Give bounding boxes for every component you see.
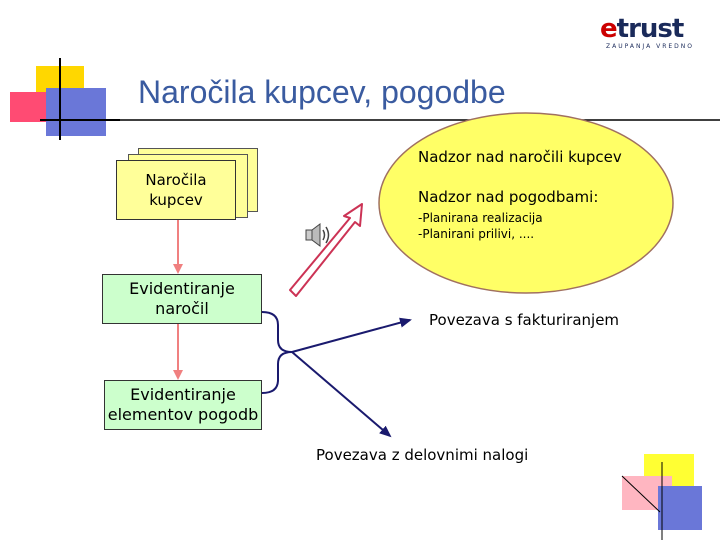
arrow-to-work-orders	[292, 352, 390, 436]
page-title: Naročila kupcev, pogodbe	[138, 74, 506, 110]
orders-box	[116, 160, 236, 220]
control-line1: Nadzor nad naročili kupcev	[418, 148, 622, 166]
invoicing-link-label: Povezava s fakturiranjem	[429, 311, 620, 329]
contract-entry-line2: elementov pogodb	[107, 405, 259, 424]
logo-wordmark: etrust	[600, 14, 684, 44]
arrow-to-invoicing	[292, 320, 410, 352]
contract-entry-box	[104, 380, 262, 430]
speaker-icon[interactable]	[304, 222, 332, 248]
contract-entry-line1: Evidentiranje	[130, 385, 236, 404]
arrow-to-control	[290, 204, 362, 296]
logo-tagline: ZAUPANJA VREDNO	[606, 43, 695, 50]
orders-box-stack	[116, 148, 256, 220]
control-line2: Nadzor nad pogodbami:	[418, 188, 599, 206]
order-entry-line2: naročil	[155, 299, 209, 318]
orders-box-line2: kupcev	[149, 191, 203, 209]
control-detail1: -Planirana realizacija	[418, 211, 543, 225]
orders-box-line1: Naročila	[145, 171, 207, 189]
order-entry-box	[102, 274, 262, 324]
control-detail2: -Planirani prilivi, ....	[418, 227, 535, 241]
order-entry-line1: Evidentiranje	[129, 279, 235, 298]
work-orders-link-label: Povezava z delovnimi nalogi	[316, 446, 529, 464]
brace	[262, 312, 292, 393]
